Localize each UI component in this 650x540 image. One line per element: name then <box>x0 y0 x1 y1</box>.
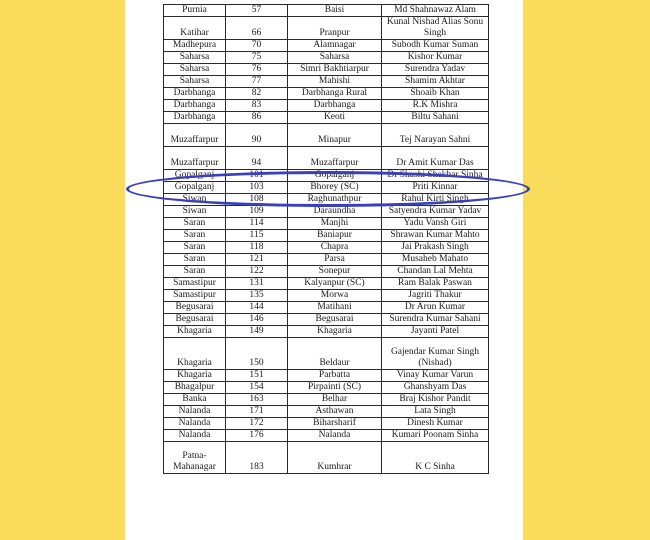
constituency-cell: Daraundha <box>288 206 382 218</box>
constituency-number-cell: 108 <box>226 194 288 206</box>
district-cell: Saran <box>164 242 226 254</box>
table-row <box>164 170 489 182</box>
district-cell: Darbhanga <box>164 100 226 112</box>
district-cell: Saharsa <box>164 64 226 76</box>
district-cell: Muzaffarpur <box>164 124 226 147</box>
district-cell: Madhepura <box>164 40 226 52</box>
constituency-number-cell: 103 <box>226 182 288 194</box>
constituency-number-cell: 135 <box>226 290 288 302</box>
district-cell: Saran <box>164 218 226 230</box>
constituency-number-cell: 76 <box>226 64 288 76</box>
district-cell: Siwan <box>164 206 226 218</box>
candidate-cell: Dr Shashi Shekhar Sinha <box>382 170 489 182</box>
table-row <box>164 194 489 206</box>
table-row <box>164 290 489 302</box>
table-row <box>164 124 489 147</box>
table-row <box>164 394 489 406</box>
district-cell: Bhagalpur <box>164 382 226 394</box>
constituency-cell: Mahishi <box>288 76 382 88</box>
constituency-cell: Gopalganj <box>288 170 382 182</box>
constituency-number-cell: 118 <box>226 242 288 254</box>
constituency-number-cell: 70 <box>226 40 288 52</box>
table-row <box>164 88 489 100</box>
candidate-cell: Md Shahnawaz Alam <box>382 5 489 17</box>
candidate-cell: Jagriti Thakur <box>382 290 489 302</box>
constituency-number-cell: 151 <box>226 370 288 382</box>
candidate-cell: Priti Kinnar <box>382 182 489 194</box>
district-cell: Nalanda <box>164 406 226 418</box>
table-row <box>164 218 489 230</box>
constituency-number-cell: 109 <box>226 206 288 218</box>
district-cell: Katihar <box>164 17 226 40</box>
constituency-cell: Muzaffarpur <box>288 147 382 170</box>
constituency-number-cell: 150 <box>226 338 288 370</box>
district-cell: Khagaria <box>164 326 226 338</box>
constituency-cell: Morwa <box>288 290 382 302</box>
table-row <box>164 254 489 266</box>
candidate-cell: Rahul Kirti Singh <box>382 194 489 206</box>
constituency-cell: Alamnagar <box>288 40 382 52</box>
candidate-cell: Biltu Sahani <box>382 112 489 124</box>
constituency-number-cell: 144 <box>226 302 288 314</box>
constituency-cell: Beldaur <box>288 338 382 370</box>
constituency-number-cell: 66 <box>226 17 288 40</box>
constituency-number-cell: 176 <box>226 430 288 442</box>
candidate-cell: Dr Amit Kumar Das <box>382 147 489 170</box>
constituency-cell: Darbhanga Rural <box>288 88 382 100</box>
table-row <box>164 406 489 418</box>
constituency-number-cell: 131 <box>226 278 288 290</box>
constituency-cell: Raghunathpur <box>288 194 382 206</box>
table-row <box>164 76 489 88</box>
candidate-cell: Ghanshyam Das <box>382 382 489 394</box>
constituency-cell: Baniapur <box>288 230 382 242</box>
constituency-number-cell: 149 <box>226 326 288 338</box>
district-cell: Begusarai <box>164 314 226 326</box>
district-cell: Gopalganj <box>164 170 226 182</box>
table-row <box>164 442 489 474</box>
table-row <box>164 302 489 314</box>
constituency-cell: Darbhanga <box>288 100 382 112</box>
table-row <box>164 52 489 64</box>
constituency-number-cell: 121 <box>226 254 288 266</box>
constituency-cell: Kalyanpur (SC) <box>288 278 382 290</box>
constituency-number-cell: 172 <box>226 418 288 430</box>
district-cell: Banka <box>164 394 226 406</box>
constituency-cell: Keoti <box>288 112 382 124</box>
constituency-number-cell: 86 <box>226 112 288 124</box>
candidate-cell: Subodh Kumar Suman <box>382 40 489 52</box>
table-row <box>164 100 489 112</box>
table-row <box>164 266 489 278</box>
constituency-cell: Baisi <box>288 5 382 17</box>
district-cell: Saran <box>164 266 226 278</box>
constituency-number-cell: 115 <box>226 230 288 242</box>
constituency-cell: Parsa <box>288 254 382 266</box>
constituency-number-cell: 82 <box>226 88 288 100</box>
constituency-cell: Parbatta <box>288 370 382 382</box>
constituency-number-cell: 171 <box>226 406 288 418</box>
constituency-cell: Manjhi <box>288 218 382 230</box>
constituency-cell: Kumhrar <box>288 442 382 474</box>
candidate-cell: Chandan Lal Mehta <box>382 266 489 278</box>
constituency-cell: Asthawan <box>288 406 382 418</box>
constituency-number-cell: 75 <box>226 52 288 64</box>
table-row <box>164 314 489 326</box>
constituency-number-cell: 146 <box>226 314 288 326</box>
candidate-cell: Ram Balak Paswan <box>382 278 489 290</box>
constituency-cell: Pranpur <box>288 17 382 40</box>
district-cell: Siwan <box>164 194 226 206</box>
table-row <box>164 230 489 242</box>
table-row <box>164 40 489 52</box>
candidate-table <box>163 4 489 474</box>
candidate-cell: Surendra Kumar Sahani <box>382 314 489 326</box>
constituency-cell: Sonepur <box>288 266 382 278</box>
district-cell: Samastipur <box>164 278 226 290</box>
district-cell: Khagaria <box>164 370 226 382</box>
candidate-cell: Shamim Akhtar <box>382 76 489 88</box>
table-row <box>164 5 489 17</box>
district-cell: Patna-Mahanagar <box>164 442 226 474</box>
candidate-cell: Yadu Vansh Giri <box>382 218 489 230</box>
constituency-cell: Biharsharif <box>288 418 382 430</box>
table-row <box>164 430 489 442</box>
table-row <box>164 206 489 218</box>
district-cell: Samastipur <box>164 290 226 302</box>
constituency-cell: Khagaria <box>288 326 382 338</box>
constituency-cell: Chapra <box>288 242 382 254</box>
candidate-cell: Kishor Kumar <box>382 52 489 64</box>
constituency-cell: Begusarai <box>288 314 382 326</box>
district-cell: Nalanda <box>164 418 226 430</box>
constituency-number-cell: 101 <box>226 170 288 182</box>
candidate-cell: Shoaib Khan <box>382 88 489 100</box>
table-row <box>164 338 489 370</box>
candidate-cell: Satyendra Kumar Yadav <box>382 206 489 218</box>
district-cell: Purnia <box>164 5 226 17</box>
district-cell: Saran <box>164 254 226 266</box>
candidate-cell: Lata Singh <box>382 406 489 418</box>
table-row <box>164 112 489 124</box>
constituency-number-cell: 114 <box>226 218 288 230</box>
table-row <box>164 278 489 290</box>
constituency-number-cell: 77 <box>226 76 288 88</box>
table-row <box>164 326 489 338</box>
candidate-cell: Kumari Poonam Sinha <box>382 430 489 442</box>
constituency-cell: Matihani <box>288 302 382 314</box>
constituency-number-cell: 83 <box>226 100 288 112</box>
district-cell: Saharsa <box>164 52 226 64</box>
constituency-cell: Minapur <box>288 124 382 147</box>
constituency-number-cell: 154 <box>226 382 288 394</box>
candidate-cell: Tej Narayan Sahni <box>382 124 489 147</box>
document-page <box>125 0 523 540</box>
table-row <box>164 64 489 76</box>
table-row <box>164 382 489 394</box>
district-cell: Darbhanga <box>164 88 226 100</box>
district-cell: Saran <box>164 230 226 242</box>
district-cell: Begusarai <box>164 302 226 314</box>
constituency-cell: Belhar <box>288 394 382 406</box>
candidate-cell: Dr Arun Kumar <box>382 302 489 314</box>
constituency-cell: Bhorey (SC) <box>288 182 382 194</box>
district-cell: Khagaria <box>164 338 226 370</box>
district-cell: Saharsa <box>164 76 226 88</box>
candidate-cell: Dinesh Kumar <box>382 418 489 430</box>
candidate-cell: K C Sinha <box>382 442 489 474</box>
constituency-number-cell: 94 <box>226 147 288 170</box>
candidate-cell: R.K Mishra <box>382 100 489 112</box>
constituency-number-cell: 90 <box>226 124 288 147</box>
candidate-table-body <box>164 5 489 474</box>
candidate-cell: Braj Kishor Pandit <box>382 394 489 406</box>
district-cell: Darbhanga <box>164 112 226 124</box>
candidate-cell: Musaheb Mahato <box>382 254 489 266</box>
table-row <box>164 418 489 430</box>
table-row <box>164 147 489 170</box>
constituency-cell: Nalanda <box>288 430 382 442</box>
constituency-cell: Simri Bakhtiarpur <box>288 64 382 76</box>
candidate-cell: Gajendar Kumar Singh (Nishad) <box>382 338 489 370</box>
district-cell: Muzaffarpur <box>164 147 226 170</box>
constituency-cell: Pirpainti (SC) <box>288 382 382 394</box>
candidate-cell: Surendra Yadav <box>382 64 489 76</box>
constituency-number-cell: 163 <box>226 394 288 406</box>
candidate-cell: Jayanti Patel <box>382 326 489 338</box>
district-cell: Nalanda <box>164 430 226 442</box>
table-row <box>164 242 489 254</box>
table-row <box>164 182 489 194</box>
constituency-number-cell: 183 <box>226 442 288 474</box>
table-row <box>164 17 489 40</box>
candidate-cell: Vinay Kumar Varun <box>382 370 489 382</box>
candidate-cell: Kunal Nishad Alias Sonu Singh <box>382 17 489 40</box>
constituency-number-cell: 57 <box>226 5 288 17</box>
district-cell: Gopalganj <box>164 182 226 194</box>
constituency-cell: Saharsa <box>288 52 382 64</box>
candidate-cell: Jai Prakash Singh <box>382 242 489 254</box>
table-row <box>164 370 489 382</box>
constituency-number-cell: 122 <box>226 266 288 278</box>
candidate-cell: Shrawan Kumar Mahto <box>382 230 489 242</box>
